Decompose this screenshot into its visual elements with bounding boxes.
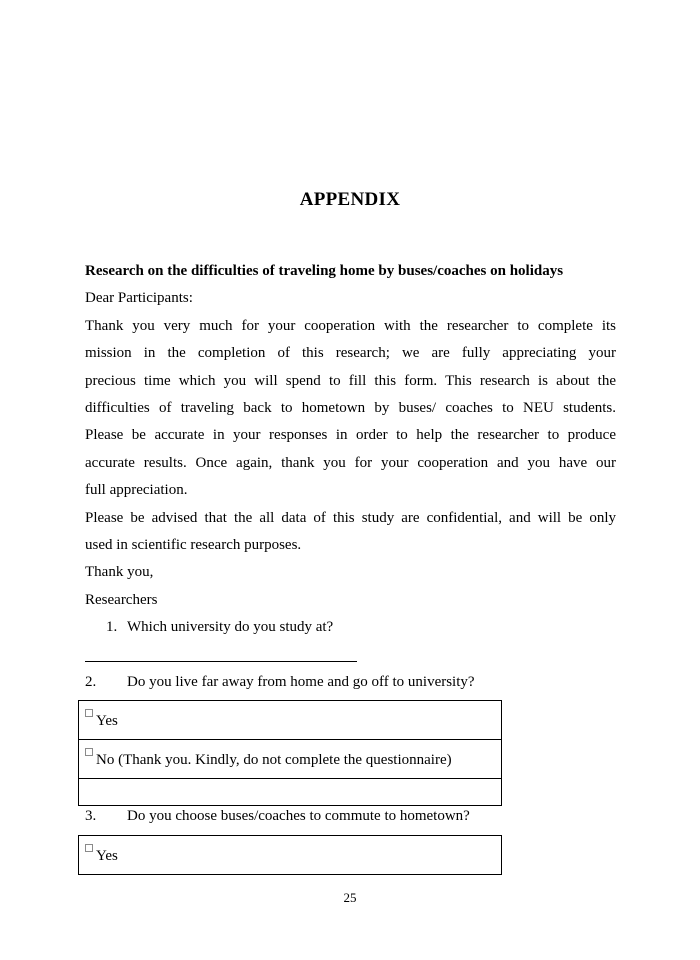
options-table-question-2: [78, 700, 502, 806]
intro-line: difficulties of traveling back to hometown by buses/ coaches to NEU students.: [85, 400, 616, 417]
question-number: 1.: [106, 619, 118, 635]
question-number: 2.: [85, 674, 97, 690]
greeting: Dear Participants:: [85, 290, 193, 307]
intro-line: precious time which you will spend to fill this form. This research is about the: [85, 372, 616, 389]
option-cell[interactable]: [79, 740, 502, 779]
advice-line-last: used in scientific research purposes.: [85, 537, 302, 554]
question-number: 3.: [85, 808, 97, 824]
option-label: No (Thank you. Kindly, do not complete the questionnaire): [96, 752, 452, 768]
question-text: Do you live far away from home and go off to university?: [127, 674, 475, 690]
research-heading: Research on the difficulties of traveling home by buses/coaches on holidays: [85, 263, 564, 279]
intro-section: [85, 258, 616, 614]
option-cell-empty: [79, 779, 502, 806]
intro-line: accurate results. Once again, thank you for your cooperation and you have our: [85, 454, 616, 471]
question-text: Which university do you study at?: [127, 619, 334, 635]
advice-line: Please be advised that the all data of this study are confidential, and will be only: [85, 509, 616, 526]
intro-line: Please be accurate in your responses in order to help the researcher to produce: [85, 427, 616, 444]
answer-line-question-1[interactable]: [85, 661, 357, 662]
intro-line-last: full appreciation.: [85, 482, 188, 499]
question-3: [85, 808, 470, 825]
intro-line: mission in the completion of this research; we are fully appreciating your: [85, 345, 616, 362]
intro-line: Thank you very much for your cooperation with the researcher to complete its: [85, 317, 616, 334]
checkbox-icon[interactable]: [85, 748, 93, 756]
question-text: Do you choose buses/coaches to commute to hometown?: [127, 808, 470, 824]
checkbox-icon[interactable]: [85, 709, 93, 717]
options-table-question-3: [78, 835, 502, 875]
question-1: [106, 619, 333, 636]
question-2: [85, 674, 475, 691]
appendix-title: APPENDIX: [299, 189, 401, 210]
option-label: Yes: [96, 848, 118, 864]
signature-line: Researchers: [85, 591, 158, 608]
thanks-line: Thank you,: [85, 564, 154, 581]
option-cell[interactable]: [79, 701, 502, 740]
page-number: 25: [343, 890, 357, 905]
option-label: Yes: [96, 713, 118, 729]
option-cell[interactable]: [79, 836, 502, 875]
checkbox-icon[interactable]: [85, 844, 93, 852]
